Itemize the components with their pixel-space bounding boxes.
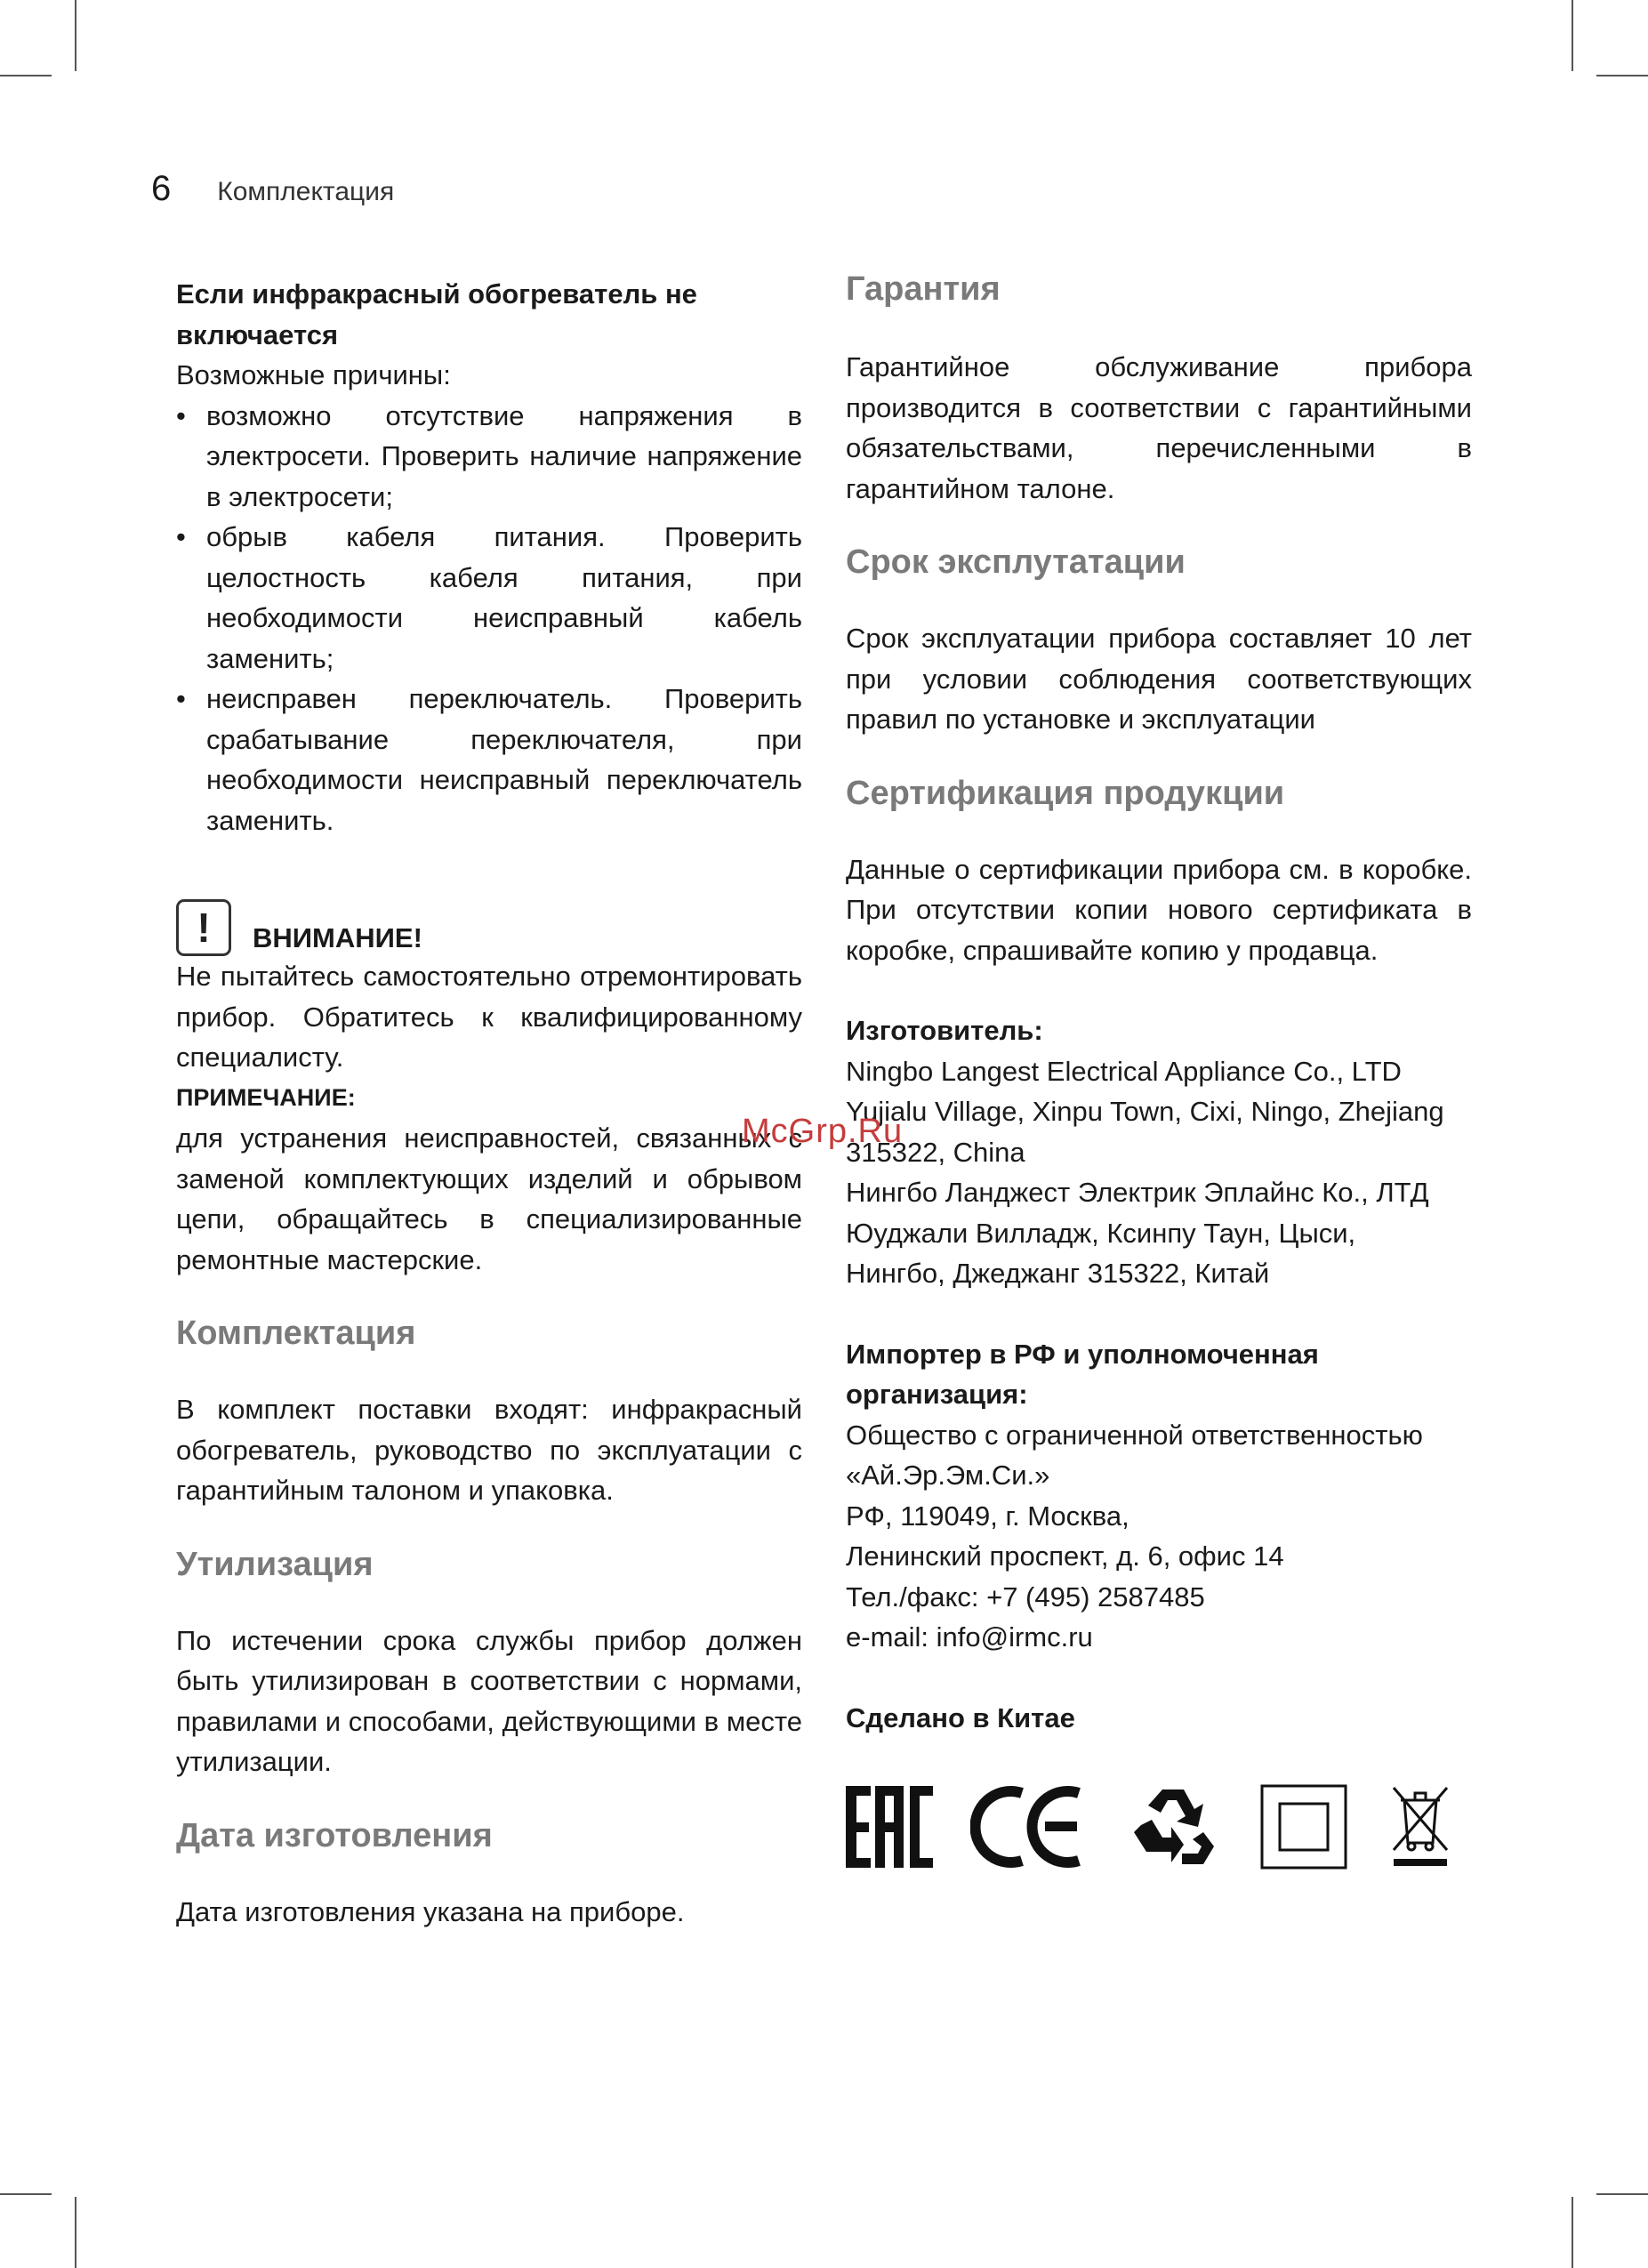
manufacturer-line: Ningbo Langest Electrical Appliance Co., LTD bbox=[846, 1055, 1402, 1087]
cert-text: Данные о сертификации прибора см. в коробке. При отсутствии копии нового сертификата в коробке, спрашивайте копию у продавца. bbox=[846, 853, 1472, 966]
crop-mark bbox=[1572, 2197, 1573, 2268]
double-insulation-icon bbox=[1260, 1784, 1347, 1870]
manufacturer-line: Yujialu Village, Xinpu Town, Cixi, Ningo, Zhejiang bbox=[846, 1096, 1444, 1127]
note-label: ПРИМЕЧАНИЕ: bbox=[176, 1083, 356, 1111]
crop-mark bbox=[1572, 0, 1573, 71]
date-heading: Дата изготовления bbox=[176, 1816, 493, 1854]
right-column bbox=[846, 267, 1472, 1738]
lifetime-text: Срок эксплуатации прибора составляет 10 лет при условии соблюдения соответствующих правил по установке и эксплуатации bbox=[846, 623, 1472, 735]
page-header bbox=[151, 169, 394, 209]
crop-mark bbox=[75, 2197, 76, 2268]
importer-label: Импортер в РФ и уполномоченная организация: bbox=[846, 1338, 1319, 1410]
warranty-text: Гарантийное обслуживание прибора производится в соответствии с гарантийными обязательствами, перечисленными в гарантийном талоне. bbox=[846, 351, 1472, 504]
manufacturer-line: Нингбо, Джеджанг 315322, Китай bbox=[846, 1258, 1270, 1289]
crop-mark bbox=[75, 0, 76, 71]
watermark: McGrp.Ru bbox=[742, 1113, 904, 1150]
importer-line: Ленинский проспект, д. 6, офис 14 bbox=[846, 1540, 1284, 1572]
crop-mark bbox=[1596, 75, 1648, 76]
warning-text: Не пытайтесь самостоятельно отремонтировать прибор. Обратитесь к квалифицированному специалисту. bbox=[176, 961, 802, 1073]
section-title: Комплектация bbox=[217, 177, 395, 206]
importer-line: Общество с ограниченной ответственностью bbox=[846, 1419, 1423, 1451]
page-number: 6 bbox=[151, 169, 172, 208]
kit-text: В комплект поставки входят: инфракрасный обогреватель, руководство по эксплуатации с гарантийным талоном и упаковка. bbox=[176, 1394, 802, 1506]
manufacturer-line: 315322, China bbox=[846, 1136, 1025, 1168]
left-column bbox=[176, 267, 802, 1932]
ce-mark-icon bbox=[970, 1784, 1086, 1870]
list-item: • возможно отсутствие напряжения в электросети. Проверить наличие напряжение в электросети; bbox=[176, 396, 802, 518]
disposal-text: По истечении срока службы прибор должен быть утилизирован в соответствии с нормами, правилами и способами, действующими в месте утилизации. bbox=[176, 1624, 802, 1777]
made-in: Сделано в Китае bbox=[846, 1701, 1075, 1733]
manufacturer-line: Нингбо Ланджест Электрик Эплайнс Ко., ЛТД bbox=[846, 1177, 1429, 1208]
eac-mark-icon bbox=[846, 1784, 933, 1870]
importer-line: Тел./факс: +7 (495) 2587485 bbox=[846, 1580, 1205, 1613]
lifetime-heading: Срок эксплутатации bbox=[846, 543, 1186, 581]
warranty-heading: Гарантия bbox=[846, 270, 1001, 308]
crop-mark bbox=[0, 2193, 52, 2195]
note-text: для устранения неисправностей, связанных с заменой комплектующих изделий и обрывом цепи, обращайтесь в специализированные ремонтные мастерские. bbox=[176, 1122, 802, 1275]
kit-heading: Комплектация bbox=[176, 1315, 416, 1352]
crop-mark bbox=[0, 75, 52, 76]
importer-line: РФ, 119049, г. Москва, bbox=[846, 1500, 1129, 1532]
warning-block bbox=[176, 896, 802, 956]
causes-label: Возможные причины: bbox=[176, 359, 451, 390]
list-item: • обрыв кабеля питания. Проверить целостность кабеля питания, при необходимости неисправный кабель заменить; bbox=[176, 517, 802, 679]
causes-list bbox=[176, 396, 802, 841]
list-item: • неисправен переключатель. Проверить срабатывание переключателя, при необходимости неисправный переключатель заменить. bbox=[176, 679, 802, 840]
weee-bin-icon bbox=[1390, 1784, 1451, 1870]
warning-title: ВНИМАНИЕ! bbox=[253, 922, 422, 953]
troubleshoot-heading: Если инфракрасный обогреватель не включается bbox=[176, 278, 697, 350]
manufacturer-label: Изготовитель: bbox=[846, 1015, 1043, 1046]
cert-heading: Сертификация продукции bbox=[846, 774, 1285, 812]
importer-line: «Ай.Эр.Эм.Си.» bbox=[846, 1460, 1050, 1491]
date-text: Дата изготовления указана на приборе. bbox=[176, 1895, 685, 1927]
disposal-heading: Утилизация bbox=[176, 1545, 374, 1583]
recycle-icon bbox=[1129, 1784, 1218, 1870]
manufacturer-line: Юуджали Вилладж, Ксинпу Таун, Цыси, bbox=[846, 1217, 1356, 1249]
importer-email: e-mail: info@irmc.ru bbox=[846, 1621, 1093, 1653]
crop-mark bbox=[1596, 2193, 1648, 2195]
warning-exclamation-icon: ! bbox=[176, 899, 231, 956]
certification-logos bbox=[846, 1784, 1451, 1873]
